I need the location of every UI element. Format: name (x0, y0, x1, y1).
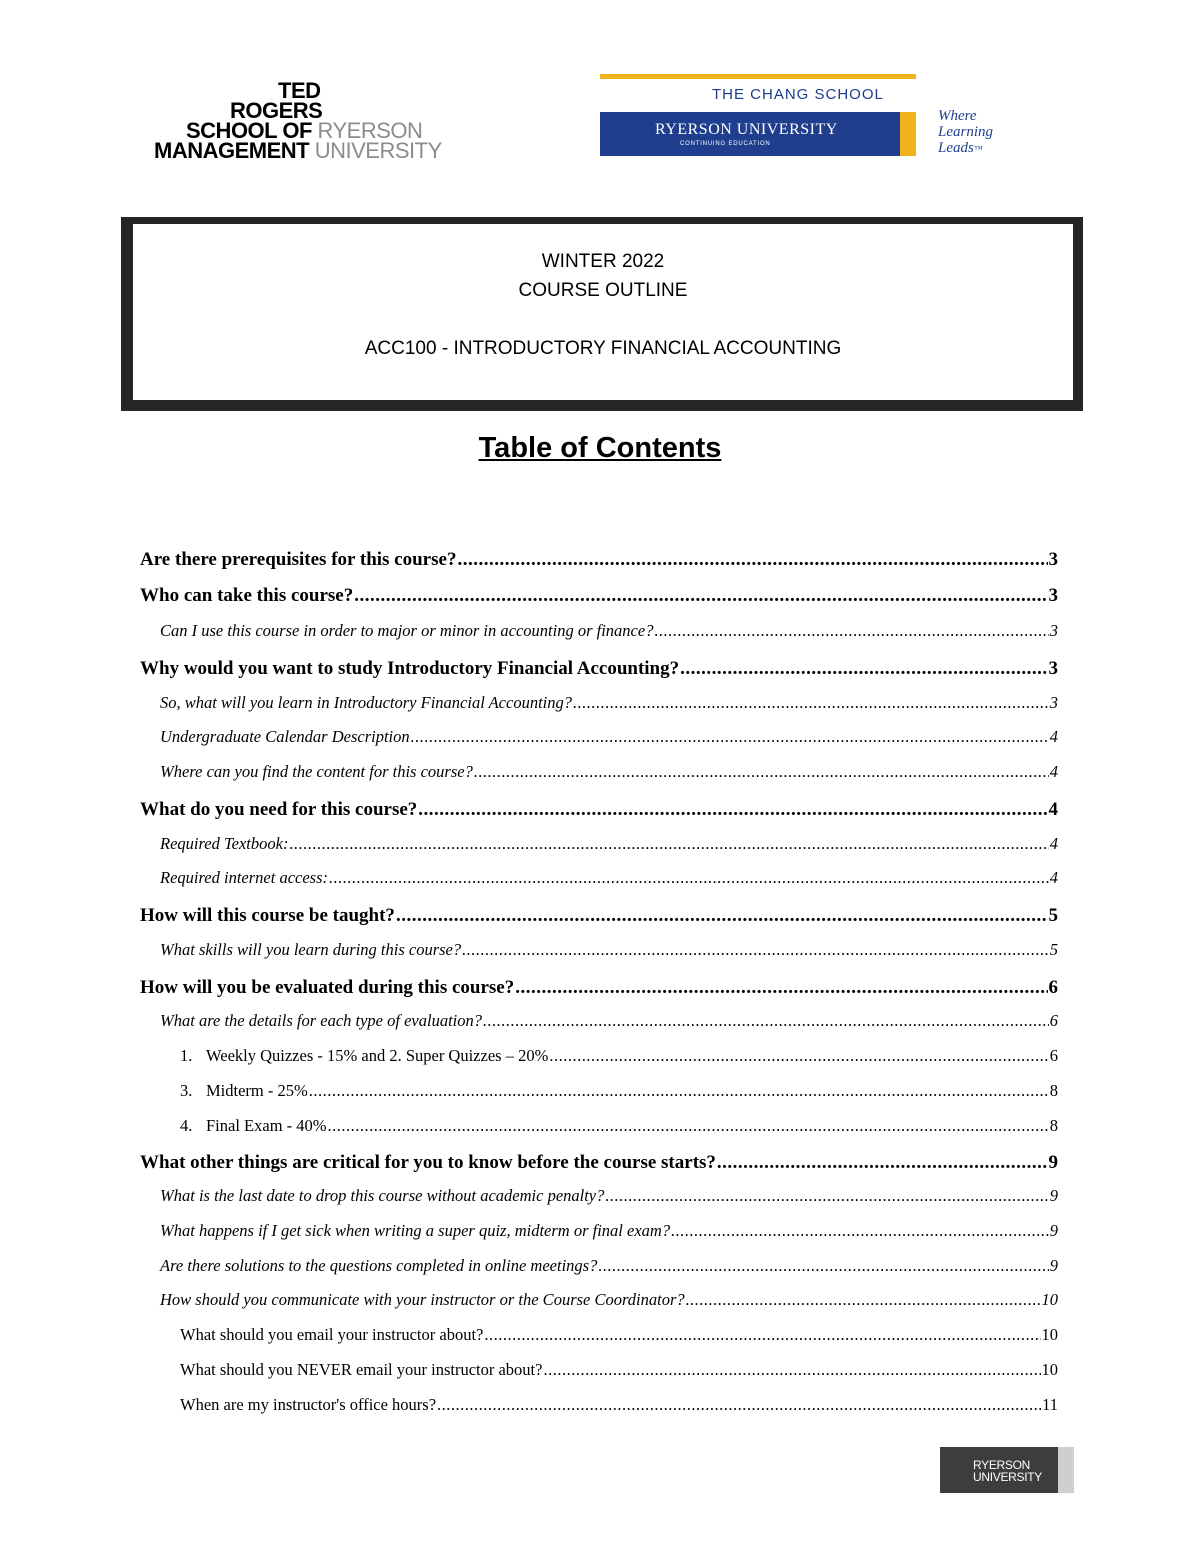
toc-entry[interactable] (140, 549, 1058, 571)
toc-page-number: 8 (1049, 1116, 1058, 1135)
toc-entry[interactable] (160, 868, 1058, 888)
tagline-leads: Leads (938, 140, 974, 156)
toc-page-number: 3 (1048, 658, 1058, 679)
toc-dot-leader (605, 1186, 1048, 1206)
logo-line-management (154, 140, 442, 162)
toc-dot-leader (437, 1395, 1041, 1415)
toc-dot-leader (543, 1360, 1040, 1380)
tagline-line-2: Learning (938, 124, 994, 140)
toc-page-number: 6 (1048, 977, 1058, 998)
toc-entry[interactable] (140, 977, 1058, 999)
toc-entry-text: Undergraduate Calendar Description (160, 727, 410, 746)
tagline-line-3: Leads™ (938, 140, 983, 156)
toc-entry[interactable] (160, 834, 1058, 854)
logo-university: UNIVERSITY (314, 138, 442, 163)
toc-entry-text: What other things are critical for you to know before the course starts? (140, 1152, 716, 1173)
logo-line-rogers: ROGERS (230, 98, 323, 123)
toc-entry[interactable] (180, 1325, 1058, 1345)
toc-page-number: 9 (1049, 1186, 1058, 1205)
ryerson-university-text: RYERSON UNIVERSITY (655, 121, 838, 138)
toc-page-number: 10 (1041, 1360, 1058, 1379)
ryerson-footer-badge (940, 1447, 1074, 1493)
toc-entry-number: 1. (180, 1046, 193, 1065)
toc-dot-leader (289, 834, 1048, 854)
toc-dot-leader (354, 585, 1047, 607)
toc-entry[interactable] (180, 1081, 1058, 1101)
toc-dot-leader (573, 693, 1049, 713)
toc-entry[interactable] (180, 1116, 1058, 1136)
toc-page-number: 4 (1049, 868, 1058, 887)
toc-entry-text: Required Textbook: (160, 834, 289, 853)
toc-entry[interactable] (160, 621, 1058, 641)
toc-page-number: 3 (1048, 549, 1058, 570)
toc-dot-leader (462, 940, 1049, 960)
toc-entry-label: Final Exam - 40% (206, 1116, 327, 1135)
toc-entry-text: So, what will you learn in Introductory Financial Accounting? (160, 693, 573, 712)
logo-school-of: SCHOOL OF (186, 118, 312, 143)
course-title-box (121, 217, 1083, 411)
toc-entry-text: When are my instructor's office hours? (180, 1395, 437, 1414)
toc-entry[interactable] (140, 658, 1058, 680)
logo-management: MANAGEMENT (154, 138, 310, 163)
toc-entry[interactable] (160, 1256, 1058, 1276)
toc-entry[interactable] (160, 762, 1058, 782)
toc-page-number: 11 (1042, 1395, 1058, 1414)
toc-entry-text: What do you need for this course? (140, 799, 418, 820)
toc-dot-leader (515, 977, 1047, 999)
logo-ryerson: RYERSON (317, 118, 423, 143)
toc-entry[interactable] (160, 1186, 1058, 1206)
toc-page-number: 4 (1049, 727, 1058, 746)
toc-page-number: 4 (1049, 834, 1058, 853)
toc-page-number: 4 (1049, 762, 1058, 781)
toc-entry-text: What is the last date to drop this course without academic penalty? (160, 1186, 605, 1205)
toc-dot-leader (418, 799, 1047, 821)
toc-dot-leader (309, 1081, 1049, 1101)
toc-page-number: 6 (1049, 1011, 1058, 1030)
footer-badge-text (973, 1459, 1042, 1483)
toc-entry[interactable] (160, 1290, 1058, 1310)
term-heading: WINTER 2022 (541, 251, 665, 272)
toc-dot-leader (483, 1011, 1049, 1031)
toc-dot-leader (680, 658, 1047, 680)
ted-rogers-logo (150, 78, 460, 163)
badge-line-1: RYERSON (973, 1458, 1031, 1472)
toc-entry-text: What happens if I get sick when writing a super quiz, midterm or final exam? (160, 1221, 671, 1240)
toc-dot-leader (328, 1116, 1049, 1136)
toc-page-number: 3 (1049, 693, 1058, 712)
toc-page-number: 9 (1049, 1256, 1058, 1275)
badge-line-2: UNIVERSITY (973, 1470, 1043, 1484)
toc-dot-leader (654, 621, 1048, 641)
toc-dot-leader (671, 1221, 1049, 1241)
toc-dot-leader (484, 1325, 1040, 1345)
toc-dot-leader (329, 868, 1049, 888)
toc-entry-text: What should you email your instructor about? (180, 1325, 484, 1344)
toc-dot-leader (717, 1152, 1048, 1174)
toc-page-number: 10 (1041, 1290, 1058, 1309)
toc-entry-label: Midterm - 25% (206, 1081, 308, 1100)
toc-entry-text (180, 1081, 308, 1101)
toc-dot-leader (396, 905, 1048, 927)
logo-line-ted: TED (278, 78, 321, 103)
doc-type-heading: COURSE OUTLINE (518, 280, 688, 301)
course-name-heading: ACC100 - INTRODUCTORY FINANCIAL ACCOUNTING (364, 338, 842, 359)
toc-dot-leader (411, 727, 1049, 747)
toc-entry[interactable] (180, 1046, 1058, 1066)
toc-page-number: 10 (1041, 1325, 1058, 1344)
toc-entry[interactable] (160, 1011, 1058, 1031)
toc-dot-leader (457, 549, 1047, 571)
chang-tagline (938, 108, 993, 157)
toc-dot-leader (474, 762, 1049, 782)
toc-entry-text: Who can take this course? (140, 585, 354, 606)
toc-entry[interactable] (140, 585, 1058, 607)
toc-entry-text: Where can you find the content for this course? (160, 762, 473, 781)
toc-page-number: 5 (1049, 940, 1058, 959)
toc-page-number: 8 (1049, 1081, 1058, 1100)
toc-entry[interactable] (160, 693, 1058, 713)
toc-page-number: 6 (1049, 1046, 1058, 1065)
toc-page-number: 5 (1048, 905, 1058, 926)
toc-entry[interactable] (140, 1152, 1058, 1174)
toc-page-number: 3 (1048, 585, 1058, 606)
toc-entry-text: Why would you want to study Introductory Financial Accounting? (140, 658, 680, 679)
toc-entry[interactable] (160, 1221, 1058, 1241)
toc-entry-text: Required internet access: (160, 868, 328, 887)
toc-entry-text: Are there solutions to the questions completed in online meetings? (160, 1256, 598, 1275)
toc-dot-leader (686, 1290, 1041, 1310)
toc-entry-label: Weekly Quizzes - 15% and 2. Super Quizzes – 20% (206, 1046, 549, 1065)
logo-gold-bar (600, 74, 916, 79)
toc-entry-text: What are the details for each type of evaluation? (160, 1011, 482, 1030)
toc-dot-leader (598, 1256, 1048, 1276)
continuing-education-text: CONTINUING EDUCATION (680, 141, 771, 147)
chang-school-title: THE CHANG SCHOOL (712, 86, 884, 103)
toc-entry-number: 4. (180, 1116, 193, 1135)
toc-entry-text (180, 1116, 327, 1136)
toc-entry-text: How should you communicate with your instructor or the Course Coordinator? (160, 1290, 685, 1309)
toc-entry[interactable] (140, 905, 1058, 927)
ryerson-blue-box (600, 112, 900, 156)
toc-dot-leader (549, 1046, 1048, 1066)
toc-entry-text: Are there prerequisites for this course? (140, 549, 457, 570)
toc-page-number: 4 (1048, 799, 1058, 820)
toc-entry-number: 3. (180, 1081, 193, 1100)
toc-entry-text: How will this course be taught? (140, 905, 395, 926)
badge-edge (1058, 1447, 1074, 1493)
toc-page-number: 3 (1049, 621, 1058, 640)
tagline-line-1: Where (938, 108, 977, 124)
logo-gold-block (900, 112, 916, 156)
toc-entry[interactable] (180, 1395, 1058, 1415)
toc-entry-text: How will you be evaluated during this course? (140, 977, 515, 998)
toc-entry[interactable] (160, 727, 1058, 747)
toc-page-number: 9 (1048, 1152, 1058, 1173)
toc-entry-text (180, 1046, 548, 1066)
toc-entry[interactable] (180, 1360, 1058, 1380)
toc-entry-text: What should you NEVER email your instructor about? (180, 1360, 543, 1379)
toc-page-number: 9 (1049, 1221, 1058, 1240)
chang-school-logo (600, 74, 1030, 164)
toc-entry-text: Can I use this course in order to major or minor in accounting or finance? (160, 621, 654, 640)
toc-title: Table of Contents (478, 432, 722, 464)
toc-entry[interactable] (140, 799, 1058, 821)
toc-entry[interactable] (160, 940, 1058, 960)
toc-entry-text: What skills will you learn during this course? (160, 940, 462, 959)
